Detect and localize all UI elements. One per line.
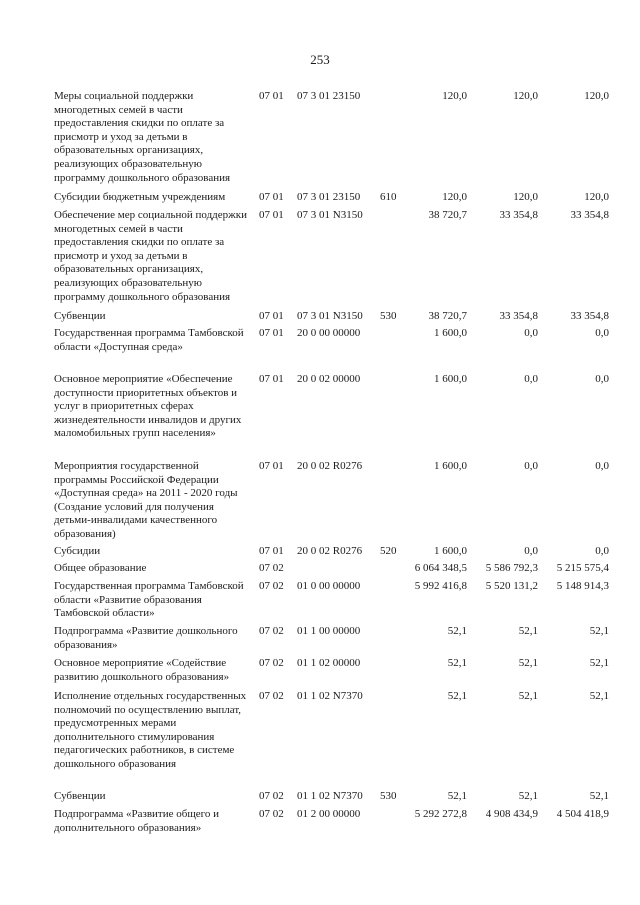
row-article-code: 01 1 00 00000 [297, 625, 361, 637]
page-number: 253 [310, 52, 330, 67]
row-amount-year-2: 33 354,8 [499, 310, 538, 322]
row-amount-year-2: 5 586 792,3 [485, 562, 538, 574]
row-name: Подпрограмма «Развитие общего и дополнительного образования» [54, 808, 220, 834]
row-section-code: 07 01 [259, 460, 284, 472]
row-amount-year-2: 0,0 [524, 460, 538, 472]
row-section-code: 07 01 [259, 90, 284, 102]
row-expense-type-code: 610 [380, 191, 397, 203]
row-amount-year-2: 0,0 [524, 327, 538, 339]
row-amount-year-3: 120,0 [584, 90, 609, 102]
row-name: Субвенции [54, 790, 106, 802]
row-amount-year-1: 52,1 [447, 625, 467, 637]
row-amount-year-2: 52,1 [518, 625, 538, 637]
row-amount-year-1: 6 064 348,5 [414, 562, 467, 574]
row-amount-year-2: 33 354,8 [499, 209, 538, 221]
row-amount-year-1: 120,0 [442, 191, 467, 203]
row-article-code: 01 0 00 00000 [297, 580, 361, 592]
row-amount-year-3: 120,0 [584, 191, 609, 203]
row-amount-year-3: 52,1 [589, 790, 609, 802]
row-amount-year-3: 33 354,8 [570, 209, 609, 221]
row-section-code: 07 02 [259, 690, 284, 702]
row-section-code: 07 02 [259, 625, 284, 637]
row-amount-year-1: 52,1 [447, 657, 467, 669]
row-amount-year-1: 1 600,0 [434, 373, 467, 385]
row-section-code: 07 02 [259, 562, 284, 574]
row-amount-year-3: 5 148 914,3 [556, 580, 609, 592]
row-name: Государственная программа Тамбовской области «Развитие образования Тамбовской области» [54, 580, 244, 620]
row-article-code: 07 3 01 N3150 [297, 310, 363, 322]
row-amount-year-1: 52,1 [447, 790, 467, 802]
row-expense-type-code: 530 [380, 310, 397, 322]
row-name: Субсидии бюджетным учреждениям [54, 191, 226, 203]
row-article-code: 01 1 02 N7370 [297, 690, 363, 702]
row-article-code: 07 3 01 23150 [297, 90, 361, 102]
row-article-code: 01 1 02 N7370 [297, 790, 363, 802]
row-amount-year-3: 0,0 [595, 460, 609, 472]
row-amount-year-1: 52,1 [447, 690, 467, 702]
row-section-code: 07 02 [259, 790, 284, 802]
row-amount-year-2: 52,1 [518, 690, 538, 702]
row-section-code: 07 02 [259, 808, 284, 820]
row-name: Обеспечение мер социальной поддержки многодетных семей в части предоставления скидки по оплате за присмотр и уход за детьми в образовательных организациях, реализующих образовательную программу дошкольного образования [54, 209, 247, 303]
row-amount-year-1: 1 600,0 [434, 545, 467, 557]
row-amount-year-3: 5 215 575,4 [556, 562, 609, 574]
row-article-code: 20 0 02 R0276 [297, 545, 363, 557]
row-amount-year-3: 52,1 [589, 657, 609, 669]
row-section-code: 07 01 [259, 191, 284, 203]
row-amount-year-3: 33 354,8 [570, 310, 609, 322]
row-section-code: 07 01 [259, 327, 284, 339]
row-amount-year-1: 5 992 416,8 [414, 580, 467, 592]
row-article-code: 07 3 01 23150 [297, 191, 361, 203]
row-article-code: 07 3 01 N3150 [297, 209, 363, 221]
row-section-code: 07 02 [259, 580, 284, 592]
row-amount-year-2: 120,0 [513, 90, 538, 102]
row-name: Исполнение отдельных государственных полномочий по осуществлению выплат, предусмотренных мерами дополнительного стимулирования педагогических работников, в системе дошкольного образования [54, 690, 247, 770]
row-name: Основное мероприятие «Содействие развитию дошкольного образования» [54, 657, 230, 683]
row-section-code: 07 01 [259, 373, 284, 385]
row-amount-year-2: 0,0 [524, 545, 538, 557]
row-name: Мероприятия государственной программы Российской Федерации «Доступная среда» на 2011 - 2020 годы (Создание условий для получения детьми-инвалидами качественного образования) [54, 460, 238, 540]
row-article-code: 20 0 00 00000 [297, 327, 361, 339]
row-amount-year-3: 0,0 [595, 327, 609, 339]
row-expense-type-code: 520 [380, 545, 397, 557]
row-amount-year-2: 52,1 [518, 657, 538, 669]
row-amount-year-3: 0,0 [595, 545, 609, 557]
row-name: Субсидии [54, 545, 101, 557]
row-amount-year-2: 4 908 434,9 [485, 808, 538, 820]
row-section-code: 07 01 [259, 209, 284, 221]
row-amount-year-1: 38 720,7 [428, 310, 467, 322]
row-expense-type-code: 530 [380, 790, 397, 802]
row-article-code: 01 2 00 00000 [297, 808, 361, 820]
row-amount-year-1: 1 600,0 [434, 327, 467, 339]
row-article-code: 20 0 02 R0276 [297, 460, 363, 472]
row-amount-year-2: 0,0 [524, 373, 538, 385]
row-name: Общее образование [54, 562, 147, 574]
row-amount-year-1: 38 720,7 [428, 209, 467, 221]
row-article-code: 01 1 02 00000 [297, 657, 361, 669]
row-name: Государственная программа Тамбовской области «Доступная среда» [54, 327, 244, 353]
row-amount-year-1: 1 600,0 [434, 460, 467, 472]
row-name: Подпрограмма «Развитие дошкольного образования» [54, 625, 238, 651]
row-amount-year-2: 120,0 [513, 191, 538, 203]
row-section-code: 07 02 [259, 657, 284, 669]
row-section-code: 07 01 [259, 545, 284, 557]
row-name: Субвенции [54, 310, 106, 322]
row-amount-year-2: 5 520 131,2 [485, 580, 538, 592]
row-name: Основное мероприятие «Обеспечение доступности приоритетных объектов и услуг в приоритетных сферах жизнедеятельности инвалидов и других маломобильных групп населения» [54, 373, 242, 440]
row-amount-year-1: 120,0 [442, 90, 467, 102]
row-amount-year-1: 5 292 272,8 [414, 808, 467, 820]
row-amount-year-3: 0,0 [595, 373, 609, 385]
row-name: Меры социальной поддержки многодетных семей в части предоставления скидки по оплате за присмотр и уход за детьми в образовательных организациях, реализующих образовательную программу дошкольного образования [54, 90, 231, 184]
row-article-code: 20 0 02 00000 [297, 373, 361, 385]
row-amount-year-3: 4 504 418,9 [556, 808, 609, 820]
row-amount-year-2: 52,1 [518, 790, 538, 802]
row-amount-year-3: 52,1 [589, 625, 609, 637]
row-amount-year-3: 52,1 [589, 690, 609, 702]
row-section-code: 07 01 [259, 310, 284, 322]
